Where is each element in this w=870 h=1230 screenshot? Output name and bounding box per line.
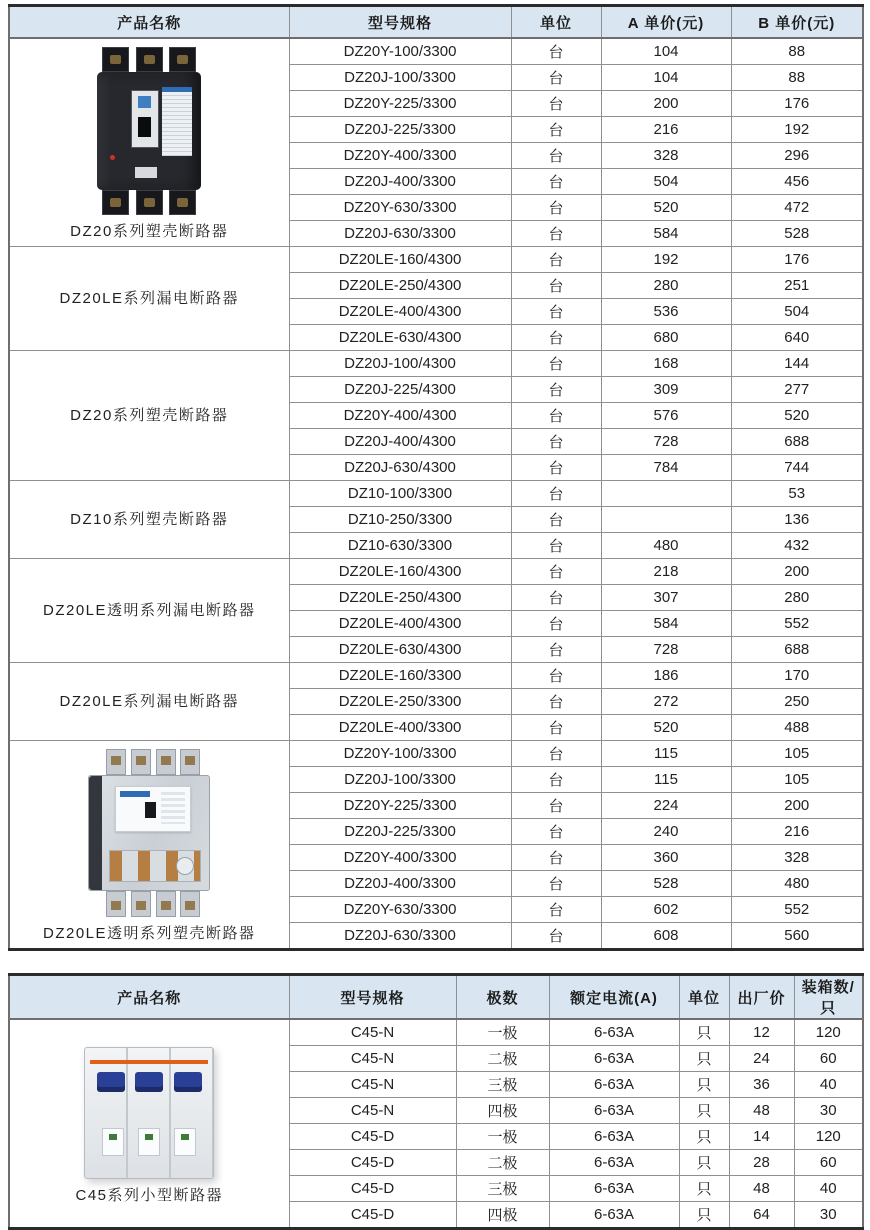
- cell-unit: 只: [679, 1019, 729, 1046]
- copper-internals: [109, 850, 201, 882]
- cell-model: DZ20Y-400/3300: [289, 143, 511, 169]
- cell-price-b: 200: [731, 559, 863, 585]
- table-body: [9, 38, 863, 950]
- toggle-row: [91, 1072, 207, 1092]
- cell-model: DZ20LE-630/4300: [289, 325, 511, 351]
- product-cell: [9, 38, 289, 247]
- cell-price-a: 584: [601, 221, 731, 247]
- spec-label: [162, 87, 192, 156]
- breaker-body: [97, 72, 201, 190]
- product-name-label: DZ20LE系列漏电断路器: [59, 693, 240, 710]
- cell-model: DZ20J-100/3300: [289, 767, 511, 793]
- cell-price-b: 688: [731, 637, 863, 663]
- cell-rated-current: 6-63A: [549, 1098, 679, 1124]
- cell-price-a: 504: [601, 169, 731, 195]
- cell-price-b: 640: [731, 325, 863, 351]
- table-gap: [8, 951, 862, 973]
- table-row: [9, 247, 863, 273]
- cell-price-b: 552: [731, 611, 863, 637]
- cell-poles: 二极: [456, 1046, 549, 1072]
- cell-price-a: 168: [601, 351, 731, 377]
- cell-price-a: 528: [601, 871, 731, 897]
- cell-price-a: 307: [601, 585, 731, 611]
- cell-price-b: 170: [731, 663, 863, 689]
- toggle-handle: [135, 1072, 163, 1092]
- toggle-window: [131, 90, 159, 148]
- table-header: [9, 6, 863, 39]
- cell-unit: 台: [511, 351, 601, 377]
- column-header: 型号规格: [289, 975, 456, 1020]
- toggle-handle: [174, 1072, 202, 1092]
- cell-unit: 台: [511, 38, 601, 65]
- indicator-dot: [110, 155, 115, 160]
- terminal: [102, 47, 129, 72]
- cell-price-a: 576: [601, 403, 731, 429]
- mccb-clear-photo: [88, 749, 210, 917]
- product-cell: [9, 481, 289, 559]
- cell-price-a: 272: [601, 689, 731, 715]
- cell-model: DZ20J-100/3300: [289, 65, 511, 91]
- cell-unit: 台: [511, 533, 601, 559]
- header-row: [9, 975, 863, 1020]
- table-row: [9, 38, 863, 65]
- cell-poles: 四极: [456, 1098, 549, 1124]
- cell-unit: 台: [511, 663, 601, 689]
- cell-unit: 台: [511, 819, 601, 845]
- cell-poles: 二极: [456, 1150, 549, 1176]
- cell-price-a: 536: [601, 299, 731, 325]
- product-name-label: DZ20LE透明系列塑壳断路器: [42, 924, 256, 942]
- cell-unit: 台: [511, 117, 601, 143]
- product-cell: [9, 559, 289, 663]
- terminal: [156, 749, 176, 775]
- cell-rated-current: 6-63A: [549, 1150, 679, 1176]
- cell-unit: 台: [511, 455, 601, 481]
- cell-price-b: 744: [731, 455, 863, 481]
- product-name-label: DZ20系列塑壳断路器: [70, 407, 229, 424]
- product-name-label: DZ20系列塑壳断路器: [70, 222, 229, 240]
- cell-unit: 台: [511, 741, 601, 767]
- cell-rated-current: 6-63A: [549, 1202, 679, 1229]
- cell-factory-price: 14: [729, 1124, 794, 1150]
- terminals-top: [88, 749, 210, 775]
- terminal: [169, 190, 196, 215]
- cell-poles: 一极: [456, 1124, 549, 1150]
- cell-unit: 台: [511, 429, 601, 455]
- cell-price-a: 728: [601, 637, 731, 663]
- column-header: 型号规格: [289, 6, 511, 39]
- column-header: 产品名称: [9, 6, 289, 39]
- cell-price-a: 224: [601, 793, 731, 819]
- product-name-label: DZ20LE系列漏电断路器: [59, 290, 240, 307]
- table-row: [9, 481, 863, 507]
- cell-unit: 台: [511, 559, 601, 585]
- table-row: [9, 741, 863, 767]
- cell-rated-current: 6-63A: [549, 1019, 679, 1046]
- cell-unit: 只: [679, 1046, 729, 1072]
- orange-stripe: [90, 1060, 208, 1064]
- cell-unit: 台: [511, 689, 601, 715]
- cell-model: DZ20LE-160/4300: [289, 247, 511, 273]
- toggle-handle: [138, 117, 151, 137]
- toggle-handle: [145, 802, 156, 818]
- cell-model: C45-N: [289, 1019, 456, 1046]
- terminal-window: [174, 1128, 196, 1156]
- cell-price-b: 552: [731, 897, 863, 923]
- product-name-label: DZ20LE透明系列漏电断路器: [42, 602, 256, 619]
- rating-plate: [135, 167, 157, 178]
- cell-model: DZ20LE-400/3300: [289, 715, 511, 741]
- cell-model: DZ20J-225/3300: [289, 117, 511, 143]
- terminals-bottom: [97, 190, 201, 215]
- cell-unit: 台: [511, 767, 601, 793]
- cell-model: DZ20Y-400/3300: [289, 845, 511, 871]
- cell-model: DZ10-100/3300: [289, 481, 511, 507]
- cell-model: DZ20LE-400/4300: [289, 611, 511, 637]
- mccb-price-table: [8, 4, 864, 951]
- cell-unit: 台: [511, 195, 601, 221]
- cell-unit: 台: [511, 845, 601, 871]
- terminal: [131, 891, 151, 917]
- cell-price-b: 200: [731, 793, 863, 819]
- cell-price-a: 602: [601, 897, 731, 923]
- cell-model: DZ20J-100/4300: [289, 351, 511, 377]
- terminal: [102, 190, 129, 215]
- column-header: 单位: [679, 975, 729, 1020]
- cell-rated-current: 6-63A: [549, 1176, 679, 1202]
- cell-price-b: 192: [731, 117, 863, 143]
- cell-unit: 只: [679, 1150, 729, 1176]
- cell-factory-price: 12: [729, 1019, 794, 1046]
- mccb-black-photo: [97, 47, 201, 215]
- column-header: 产品名称: [9, 975, 289, 1020]
- cell-price-b: 88: [731, 65, 863, 91]
- cell-price-a: 480: [601, 533, 731, 559]
- cell-price-a: 608: [601, 923, 731, 950]
- toggle-handle: [97, 1072, 125, 1092]
- cell-price-b: 251: [731, 273, 863, 299]
- cell-price-b: 480: [731, 871, 863, 897]
- cell-box-qty: 30: [794, 1098, 863, 1124]
- table-row: [9, 663, 863, 689]
- cell-poles: 四极: [456, 1202, 549, 1229]
- cell-unit: 只: [679, 1098, 729, 1124]
- cell-unit: 台: [511, 637, 601, 663]
- cell-factory-price: 36: [729, 1072, 794, 1098]
- cell-price-b: 328: [731, 845, 863, 871]
- cell-model: DZ20LE-630/4300: [289, 637, 511, 663]
- cell-model: DZ20LE-250/4300: [289, 273, 511, 299]
- cell-price-b: 105: [731, 767, 863, 793]
- header-row: [9, 6, 863, 39]
- cell-box-qty: 120: [794, 1019, 863, 1046]
- cell-model: DZ20LE-160/4300: [289, 559, 511, 585]
- side-edge: [89, 776, 102, 890]
- column-header: B 单价(元): [731, 6, 863, 39]
- cell-poles: 三极: [456, 1072, 549, 1098]
- cell-price-b: 432: [731, 533, 863, 559]
- cell-price-b: 216: [731, 819, 863, 845]
- cell-model: DZ20J-225/3300: [289, 819, 511, 845]
- cell-unit: 台: [511, 611, 601, 637]
- terminal: [106, 749, 126, 775]
- cell-price-b: 277: [731, 377, 863, 403]
- product-cell: [9, 351, 289, 481]
- column-header: 单位: [511, 6, 601, 39]
- cell-poles: 三极: [456, 1176, 549, 1202]
- cell-model: DZ20LE-400/4300: [289, 299, 511, 325]
- cell-price-a: 520: [601, 715, 731, 741]
- cell-unit: 台: [511, 715, 601, 741]
- cell-price-b: 88: [731, 38, 863, 65]
- cell-model: DZ20Y-400/4300: [289, 403, 511, 429]
- cell-model: DZ20Y-225/3300: [289, 793, 511, 819]
- cell-unit: 台: [511, 143, 601, 169]
- logo-stripe: [120, 791, 150, 797]
- cell-price-b: 488: [731, 715, 863, 741]
- product-name-label: C45系列小型断路器: [75, 1186, 224, 1204]
- cell-unit: 台: [511, 325, 601, 351]
- cell-price-b: 136: [731, 507, 863, 533]
- cell-box-qty: 40: [794, 1072, 863, 1098]
- cell-unit: 只: [679, 1072, 729, 1098]
- cell-price-a: 218: [601, 559, 731, 585]
- cell-unit: 台: [511, 481, 601, 507]
- cell-factory-price: 24: [729, 1046, 794, 1072]
- cell-price-b: 688: [731, 429, 863, 455]
- cell-model: C45-N: [289, 1072, 456, 1098]
- cell-unit: 只: [679, 1202, 729, 1229]
- terminal: [180, 891, 200, 917]
- cell-factory-price: 28: [729, 1150, 794, 1176]
- terminal: [169, 47, 196, 72]
- cell-factory-price: 64: [729, 1202, 794, 1229]
- cell-price-b: 53: [731, 481, 863, 507]
- terminals-top: [97, 47, 201, 72]
- cell-poles: 一极: [456, 1019, 549, 1046]
- cell-model: DZ20J-630/4300: [289, 455, 511, 481]
- cell-rated-current: 6-63A: [549, 1124, 679, 1150]
- cell-factory-price: 48: [729, 1176, 794, 1202]
- product-cell: [9, 1019, 289, 1229]
- cell-model: C45-N: [289, 1098, 456, 1124]
- cell-price-a: 104: [601, 38, 731, 65]
- table-row: [9, 1019, 863, 1046]
- cell-unit: 台: [511, 299, 601, 325]
- table-row: [9, 559, 863, 585]
- table-body: [9, 1019, 863, 1229]
- cell-model: DZ20J-400/3300: [289, 169, 511, 195]
- cell-model: DZ20J-225/4300: [289, 377, 511, 403]
- cell-model: DZ10-250/3300: [289, 507, 511, 533]
- cell-price-a: 309: [601, 377, 731, 403]
- cell-rated-current: 6-63A: [549, 1072, 679, 1098]
- terminal: [131, 749, 151, 775]
- cell-price-a: 280: [601, 273, 731, 299]
- cell-price-a: 115: [601, 741, 731, 767]
- cell-price-a: 680: [601, 325, 731, 351]
- cell-model: C45-D: [289, 1176, 456, 1202]
- cell-unit: 台: [511, 273, 601, 299]
- cell-price-a: 328: [601, 143, 731, 169]
- table-header: [9, 975, 863, 1020]
- cell-box-qty: 120: [794, 1124, 863, 1150]
- cell-model: DZ20LE-250/4300: [289, 585, 511, 611]
- cell-model: DZ20Y-100/3300: [289, 38, 511, 65]
- cell-model: C45-D: [289, 1124, 456, 1150]
- cell-price-a: 104: [601, 65, 731, 91]
- column-header: 出厂价: [729, 975, 794, 1020]
- cell-price-b: 105: [731, 741, 863, 767]
- terminal: [156, 891, 176, 917]
- product-cell: [9, 247, 289, 351]
- terminal: [136, 190, 163, 215]
- cell-model: DZ20Y-225/3300: [289, 91, 511, 117]
- cell-model: C45-N: [289, 1046, 456, 1072]
- cell-box-qty: 60: [794, 1046, 863, 1072]
- cell-model: DZ20J-400/3300: [289, 871, 511, 897]
- terminal: [136, 47, 163, 72]
- terminal: [180, 749, 200, 775]
- cell-price-a: 240: [601, 819, 731, 845]
- cell-unit: 台: [511, 507, 601, 533]
- cell-price-b: 296: [731, 143, 863, 169]
- cell-unit: 台: [511, 377, 601, 403]
- column-header: 极数: [456, 975, 549, 1020]
- cell-price-b: 176: [731, 91, 863, 117]
- cell-price-b: 472: [731, 195, 863, 221]
- cell-price-b: 456: [731, 169, 863, 195]
- cell-price-a: 216: [601, 117, 731, 143]
- cell-price-b: 250: [731, 689, 863, 715]
- cell-unit: 只: [679, 1176, 729, 1202]
- cell-price-a: 360: [601, 845, 731, 871]
- cell-price-b: 504: [731, 299, 863, 325]
- cell-unit: 台: [511, 65, 601, 91]
- cell-unit: 台: [511, 585, 601, 611]
- cell-price-a: [601, 481, 731, 507]
- cell-price-a: 728: [601, 429, 731, 455]
- cell-price-a: 520: [601, 195, 731, 221]
- cell-unit: 台: [511, 247, 601, 273]
- cell-price-b: 176: [731, 247, 863, 273]
- cell-box-qty: 40: [794, 1176, 863, 1202]
- cell-unit: 台: [511, 897, 601, 923]
- cell-price-a: 584: [601, 611, 731, 637]
- cell-model: DZ20Y-630/3300: [289, 195, 511, 221]
- cell-model: C45-D: [289, 1202, 456, 1229]
- terminal: [106, 891, 126, 917]
- cell-model: DZ20Y-630/3300: [289, 897, 511, 923]
- cell-unit: 台: [511, 793, 601, 819]
- cell-model: DZ20LE-250/3300: [289, 689, 511, 715]
- column-header: 装箱数/只: [794, 975, 863, 1020]
- terminals-bottom: [88, 891, 210, 917]
- cell-model: DZ20J-630/3300: [289, 923, 511, 950]
- column-header: 额定电流(A): [549, 975, 679, 1020]
- table-row: [9, 351, 863, 377]
- cell-model: DZ20J-400/4300: [289, 429, 511, 455]
- mcb-price-table: [8, 973, 864, 1230]
- cell-price-a: 200: [601, 91, 731, 117]
- cell-price-a: 115: [601, 767, 731, 793]
- terminal-window: [102, 1128, 124, 1156]
- cell-price-a: 192: [601, 247, 731, 273]
- cell-unit: 台: [511, 221, 601, 247]
- cell-price-b: 528: [731, 221, 863, 247]
- cell-model: DZ20J-630/3300: [289, 221, 511, 247]
- cell-model: DZ20LE-160/3300: [289, 663, 511, 689]
- cell-box-qty: 60: [794, 1150, 863, 1176]
- cell-price-b: 144: [731, 351, 863, 377]
- cell-price-a: [601, 507, 731, 533]
- cell-box-qty: 30: [794, 1202, 863, 1229]
- cell-unit: 台: [511, 871, 601, 897]
- product-name-label: DZ10系列塑壳断路器: [70, 511, 229, 528]
- product-cell: [9, 663, 289, 741]
- column-header: A 单价(元): [601, 6, 731, 39]
- cell-rated-current: 6-63A: [549, 1046, 679, 1072]
- cell-unit: 只: [679, 1124, 729, 1150]
- cell-model: C45-D: [289, 1150, 456, 1176]
- cell-unit: 台: [511, 169, 601, 195]
- cell-model: DZ20Y-100/3300: [289, 741, 511, 767]
- cell-factory-price: 48: [729, 1098, 794, 1124]
- cell-price-b: 520: [731, 403, 863, 429]
- product-cell: [9, 741, 289, 950]
- breaker-body: [88, 775, 210, 891]
- cell-price-a: 186: [601, 663, 731, 689]
- cell-unit: 台: [511, 91, 601, 117]
- terminal-windows: [95, 1128, 203, 1156]
- cell-price-b: 280: [731, 585, 863, 611]
- terminal-window: [138, 1128, 160, 1156]
- cell-model: DZ10-630/3300: [289, 533, 511, 559]
- cell-price-b: 560: [731, 923, 863, 950]
- cell-price-a: 784: [601, 455, 731, 481]
- cell-unit: 台: [511, 403, 601, 429]
- cell-unit: 台: [511, 923, 601, 950]
